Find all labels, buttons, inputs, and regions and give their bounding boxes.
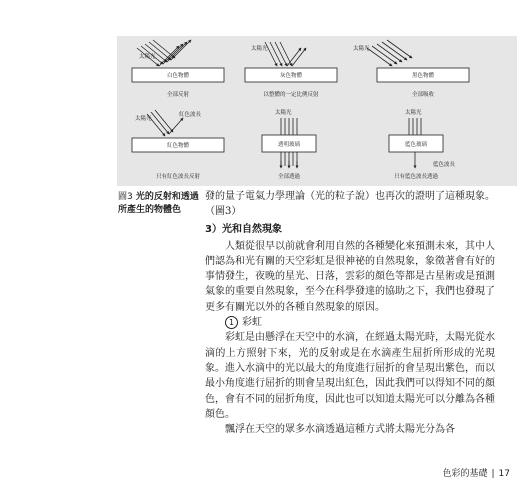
page-number: 17 xyxy=(498,469,510,479)
sub-heading xyxy=(205,315,495,330)
panel-caption: 全部透過 xyxy=(277,174,301,180)
paragraph: 彩虹是由懸浮在天空中的水滴，在經過太陽光時，太陽光從水滴的上方照射下來，光的反射或是在水滴產生屈折所形成的光現象。進入水滴中的光以最大的角度進行屈折的會呈現出紫色，而以最小角度進行屈折的則會呈現出紅色，因此我們可以得知不同的顏色，會有不同的屈折角度，因此也可以知道太陽光可以分離為各種顏色。 xyxy=(205,332,495,420)
wavelength-label: 紅色波長 xyxy=(179,112,202,118)
sun-label: 太陽光 xyxy=(275,110,292,116)
panel-caption: 只有紅色波長反射 xyxy=(155,174,201,180)
wavelength-label: 藍色波長 xyxy=(433,162,456,168)
panel-white xyxy=(132,40,224,98)
section-heading: 3）光和自然現象 xyxy=(205,223,282,235)
object-label: 灰色物體 xyxy=(279,73,303,79)
figure-caption-text: 光的反射和透過所產生的物體色 xyxy=(118,192,199,215)
figure-number: 圖3 xyxy=(118,192,133,202)
footer-section: 色彩的基礎 xyxy=(442,469,488,479)
paragraph: 人類從很早以前就會利用自然的各種變化來預測未來，其中人們認為和光有關的天空彩虹是很神祕的自然現象，象徵著會有好的事情發生，夜晚的星光、日落，雲彩的顏色等都是古星術或是預測氣象的重要自然現象，至今在科學發達的協助之下，我們也發現了更多有關光以外的各種自然現象的原因。 xyxy=(205,240,495,313)
panel-red xyxy=(132,110,224,180)
panel-caption: 全部吸收 xyxy=(411,92,435,98)
paragraph: 發的量子電氣力學理論（光的粒子說）也再次的證明了這種現象。（圖3） xyxy=(205,191,495,218)
panel-caption: 只有藍色波長透過 xyxy=(393,174,439,180)
figure-caption xyxy=(118,191,200,217)
object-label: 透明玻璃 xyxy=(277,142,301,148)
object-label: 藍色玻璃 xyxy=(404,142,428,148)
sun-label: 太陽光 xyxy=(353,46,370,52)
sun-label: 太陽光 xyxy=(139,54,156,60)
sun-label: 太陽光 xyxy=(251,46,268,52)
panel-caption: 全部反射 xyxy=(166,92,190,98)
panel-black xyxy=(353,40,469,98)
body-text xyxy=(205,189,495,437)
panel-blue-glass xyxy=(389,108,456,180)
object-label: 紅色物體 xyxy=(166,143,190,149)
sub-heading-text: 彩虹 xyxy=(242,317,262,329)
light-reflection-diagram xyxy=(117,36,517,186)
object-label: 黑色物體 xyxy=(411,73,435,79)
sun-label: 太陽光 xyxy=(405,110,422,116)
object-label: 白色物體 xyxy=(166,73,190,79)
paragraph: 飄浮在天空的眾多水滴透過這種方式將太陽光分為各 xyxy=(225,424,455,436)
panel-clear-glass xyxy=(262,108,316,180)
circled-number: 1 xyxy=(225,316,238,329)
panel-caption: 以整體的一定比例反射 xyxy=(263,92,319,98)
figure-panel xyxy=(117,36,517,186)
panel-grey xyxy=(245,42,337,98)
page-footer: 色彩的基礎 | 17 xyxy=(442,469,510,479)
sun-label: 太陽光 xyxy=(135,116,152,122)
